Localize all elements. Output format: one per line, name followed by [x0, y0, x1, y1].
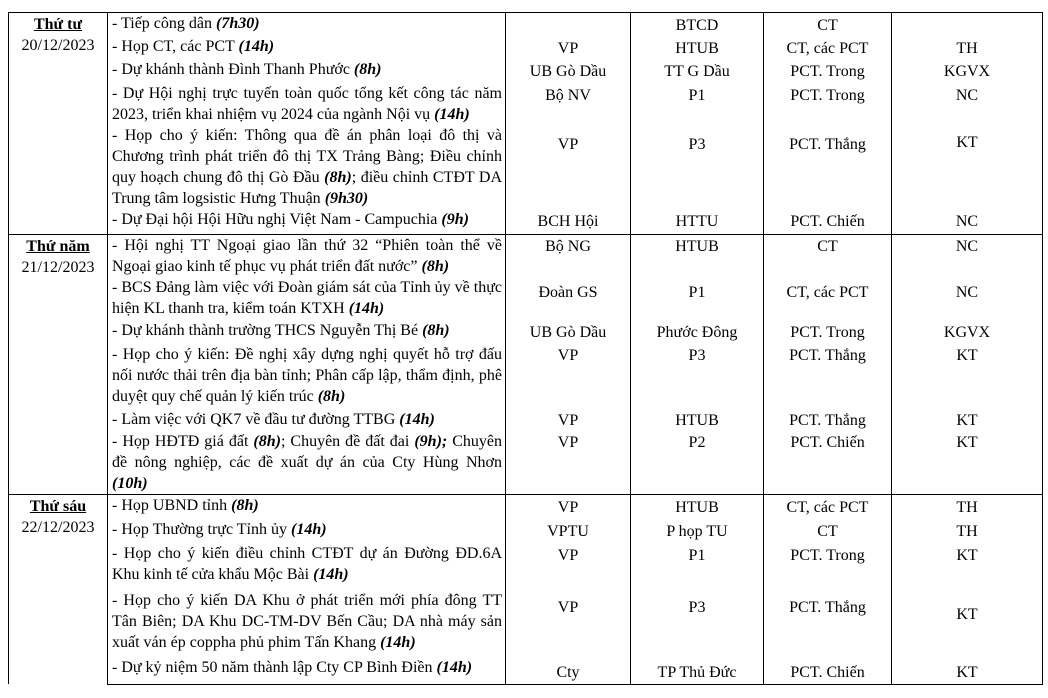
schedule-row	[9, 543, 1043, 590]
prep-cell: KT	[892, 543, 1043, 590]
lead-cell: CT	[764, 234, 892, 277]
host-cell: HTTU	[631, 209, 764, 234]
activity-description	[112, 277, 502, 319]
activity-description	[112, 36, 502, 57]
prep-cell: KT	[892, 431, 1043, 495]
schedule-row	[9, 277, 1043, 320]
host-cell: P họp TU	[631, 519, 764, 543]
activity-time: (10h)	[112, 474, 148, 492]
lead-cell: PCT. Thắng	[764, 125, 892, 209]
day-date: 22/12/2023	[21, 518, 95, 536]
schedule-row	[9, 431, 1043, 495]
activity-cell	[108, 409, 506, 431]
activity-text: - Họp UBND tỉnh	[112, 496, 228, 514]
activity-cell	[108, 234, 506, 277]
activity-description	[112, 409, 502, 430]
place-cell: VP	[506, 36, 631, 59]
schedule-body	[9, 13, 1043, 685]
day-cell	[9, 13, 108, 235]
activity-time: (9h);	[414, 432, 448, 450]
activity-time: (14h)	[290, 521, 327, 538]
activity-text: - Hội nghị TT Ngoại giao lần thứ 32 “Phiên toàn thể về Ngoại giao kinh tế phục vụ phát triển đất nước”	[112, 236, 502, 275]
day-date: 21/12/2023	[21, 258, 95, 276]
activity-time: (14h)	[434, 106, 470, 123]
prep-cell: KT	[892, 657, 1043, 684]
activity-time: (7h30)	[216, 15, 260, 32]
place-cell: VP	[506, 409, 631, 431]
activity-text: ; điều chỉnh CTĐT DA Trung tâm logsistic Hưng Thuận	[112, 169, 503, 207]
lead-cell: PCT. Thắng	[764, 344, 892, 409]
activity-cell	[108, 125, 506, 209]
host-cell: HTUB	[631, 494, 764, 519]
activity-description	[112, 209, 502, 230]
place-cell: VP	[506, 125, 631, 209]
activity-description	[112, 125, 502, 209]
schedule-row	[9, 590, 1043, 657]
activity-time: (8h)	[231, 496, 259, 514]
activity-text: - Dự Đại hội Hội Hữu nghị Việt Nam - Campuchia	[112, 211, 438, 228]
lead-cell: PCT. Thắng	[764, 590, 892, 657]
day-name: Thứ tư	[33, 16, 83, 33]
schedule-row	[9, 494, 1043, 519]
activity-time: (8h)	[421, 257, 450, 275]
place-cell: VP	[506, 431, 631, 495]
place-cell: UB Gò Dầu	[506, 59, 631, 83]
lead-cell: PCT. Thắng	[764, 409, 892, 431]
activity-cell	[108, 59, 506, 83]
activity-text: - Họp cho ý kiến DA Khu ở phát triển mới phía đông TT Tân Biên; DA Khu DC-TM-DV Bến Cầu; DA nhà máy sản xuất ván ép coppha phủ phim Tấn Khang	[112, 592, 502, 651]
activity-text: - Làm việc với QK7 về đầu tư đường TTBG	[112, 410, 396, 428]
activity-text: - Dự khánh thành trường THCS Nguyễn Thị Bé	[112, 321, 419, 339]
schedule-row	[9, 234, 1043, 277]
host-cell: Phước Đông	[631, 320, 764, 344]
prep-cell: KT	[892, 409, 1043, 431]
schedule-row	[9, 36, 1043, 59]
activity-description	[112, 657, 502, 678]
prep-cell: TH	[892, 36, 1043, 59]
place-cell	[506, 13, 631, 37]
lead-cell: PCT. Trong	[764, 543, 892, 590]
activity-text: - BCS Đảng làm việc với Đoàn giám sát của Tỉnh ủy về thực hiện KL thanh tra, kiểm toán KTXH	[112, 278, 502, 317]
schedule-row	[9, 83, 1043, 125]
activity-text: - Họp CT, các PCT	[112, 38, 235, 55]
host-cell: HTUB	[631, 234, 764, 277]
activity-cell	[108, 657, 506, 684]
prep-cell: TH	[892, 519, 1043, 543]
place-cell: Bộ NG	[506, 234, 631, 277]
host-cell: TT G Dầu	[631, 59, 764, 83]
prep-cell: NC	[892, 277, 1043, 320]
prep-cell: KT	[892, 344, 1043, 409]
host-cell: P1	[631, 83, 764, 125]
activity-time: (14h)	[238, 38, 275, 55]
activity-time: (8h)	[422, 321, 450, 339]
day-name: Thứ sáu	[29, 497, 87, 515]
activity-time: (8h)	[324, 169, 352, 186]
prep-cell: NC	[892, 83, 1043, 125]
activity-cell	[108, 519, 506, 543]
host-cell: P1	[631, 277, 764, 320]
prep-cell: KGVX	[892, 59, 1043, 83]
activity-time: (14h)	[380, 634, 416, 651]
activity-text: ; Chuyên đề đất đai	[280, 432, 410, 450]
place-cell: BCH Hội	[506, 209, 631, 234]
activity-cell	[108, 431, 506, 495]
activity-time: (8h)	[353, 61, 382, 78]
activity-cell	[108, 320, 506, 344]
prep-cell: TH	[892, 494, 1043, 519]
activity-time: (14h)	[436, 659, 473, 676]
activity-cell	[108, 13, 506, 37]
day-date: 20/12/2023	[21, 37, 95, 54]
activity-text: - Dự Hội nghị trực tuyến toàn quốc tổng kết công tác năm 2023, triển khai nhiệm vụ 2024 của ngành Nội vụ	[112, 85, 502, 123]
prep-cell: KT	[892, 590, 1043, 657]
lead-cell: PCT. Trong	[764, 83, 892, 125]
activity-text: Chuyên đề nông nghiệp, các đề xuất dự án của Cty Hùng Nhơn	[112, 432, 503, 471]
activity-time: (14h)	[348, 299, 385, 317]
host-cell: TP Thủ Đức	[631, 657, 764, 684]
activity-description	[112, 431, 502, 494]
place-cell: Cty	[506, 657, 631, 684]
place-cell: Bộ NV	[506, 83, 631, 125]
schedule-row	[9, 59, 1043, 83]
activity-time: (8h)	[317, 387, 346, 405]
activity-time: (9h)	[441, 211, 469, 228]
activity-description	[112, 519, 502, 540]
schedule-row	[9, 13, 1043, 37]
activity-description	[112, 13, 502, 34]
activity-text: - Họp cho ý kiến điều chỉnh CTĐT dự án Đường ĐD.6A Khu kinh tế cửa khẩu Mộc Bài	[112, 545, 502, 583]
lead-cell: CT	[764, 519, 892, 543]
lead-cell: CT, các PCT	[764, 277, 892, 320]
activity-description	[112, 235, 502, 277]
activity-text: - Họp Thường trực Tỉnh ủy	[112, 521, 287, 538]
place-cell: VP	[506, 494, 631, 519]
activity-cell	[108, 494, 506, 519]
activity-time: (9h30)	[324, 190, 369, 207]
schedule-table	[8, 12, 1043, 685]
lead-cell: CT	[764, 13, 892, 37]
day-cell	[9, 234, 108, 494]
schedule-row	[9, 657, 1043, 684]
host-cell: P1	[631, 543, 764, 590]
activity-text: - Dự kỷ niệm 50 năm thành lập Cty CP Bình Điền	[112, 659, 433, 676]
lead-cell: CT, các PCT	[764, 494, 892, 519]
day-name: Thứ năm	[26, 237, 90, 255]
day-cell	[9, 494, 108, 684]
schedule-row	[9, 519, 1043, 543]
place-cell: VPTU	[506, 519, 631, 543]
place-cell: Đoàn GS	[506, 277, 631, 320]
lead-cell: PCT. Trong	[764, 320, 892, 344]
lead-cell: PCT. Chiến	[764, 431, 892, 495]
activity-text: - Họp cho ý kiến: Thông qua đề án phân loại đô thị và Chương trình phát triển đô thị TX Trảng Bàng; Điều chỉnh quy hoạch chung đô thị Gò Đầu	[112, 127, 502, 186]
activity-text: - Họp HĐTĐ giá đất	[112, 432, 249, 450]
lead-cell: PCT. Trong	[764, 59, 892, 83]
lead-cell: PCT. Chiến	[764, 209, 892, 234]
place-cell: VP	[506, 590, 631, 657]
activity-cell	[108, 83, 506, 125]
host-cell: P2	[631, 431, 764, 495]
activity-time: (14h)	[313, 566, 349, 583]
activity-cell	[108, 36, 506, 59]
activity-description	[112, 83, 502, 125]
prep-cell: NC	[892, 209, 1043, 234]
host-cell: P3	[631, 344, 764, 409]
lead-cell: CT, các PCT	[764, 36, 892, 59]
schedule-row	[9, 344, 1043, 409]
activity-cell	[108, 344, 506, 409]
host-cell: HTUB	[631, 36, 764, 59]
schedule-row	[9, 320, 1043, 344]
place-cell: VP	[506, 344, 631, 409]
schedule-row	[9, 209, 1043, 234]
activity-description	[112, 320, 502, 341]
activity-description	[112, 344, 502, 407]
activity-text: - Họp cho ý kiến: Đề nghị xây dựng nghị quyết hỗ trợ đấu nối nước thải trên địa bàn tỉnh; Phân cấp lập, thẩm định, phê duyệt quy chế quản lý kiến trúc	[112, 345, 502, 405]
activity-cell	[108, 543, 506, 590]
prep-cell: NC	[892, 234, 1043, 277]
schedule-row	[9, 125, 1043, 209]
activity-cell	[108, 590, 506, 657]
host-cell: BTCD	[631, 13, 764, 37]
lead-cell: PCT. Chiến	[764, 657, 892, 684]
activity-description	[112, 590, 502, 653]
schedule-row	[9, 409, 1043, 431]
host-cell: P3	[631, 590, 764, 657]
activity-text: - Dự khánh thành Đình Thanh Phước	[112, 61, 350, 78]
host-cell: HTUB	[631, 409, 764, 431]
prep-cell	[892, 13, 1043, 37]
place-cell: VP	[506, 543, 631, 590]
activity-cell	[108, 277, 506, 320]
activity-text: - Tiếp công dân	[112, 15, 212, 32]
prep-cell: KGVX	[892, 320, 1043, 344]
activity-cell	[108, 209, 506, 234]
activity-description	[112, 543, 502, 585]
activity-description	[112, 495, 502, 516]
activity-time: (8h)	[253, 432, 281, 450]
prep-cell: KT	[892, 125, 1043, 209]
host-cell: P3	[631, 125, 764, 209]
activity-time: (14h)	[399, 410, 435, 428]
activity-description	[112, 59, 502, 80]
place-cell: UB Gò Dầu	[506, 320, 631, 344]
